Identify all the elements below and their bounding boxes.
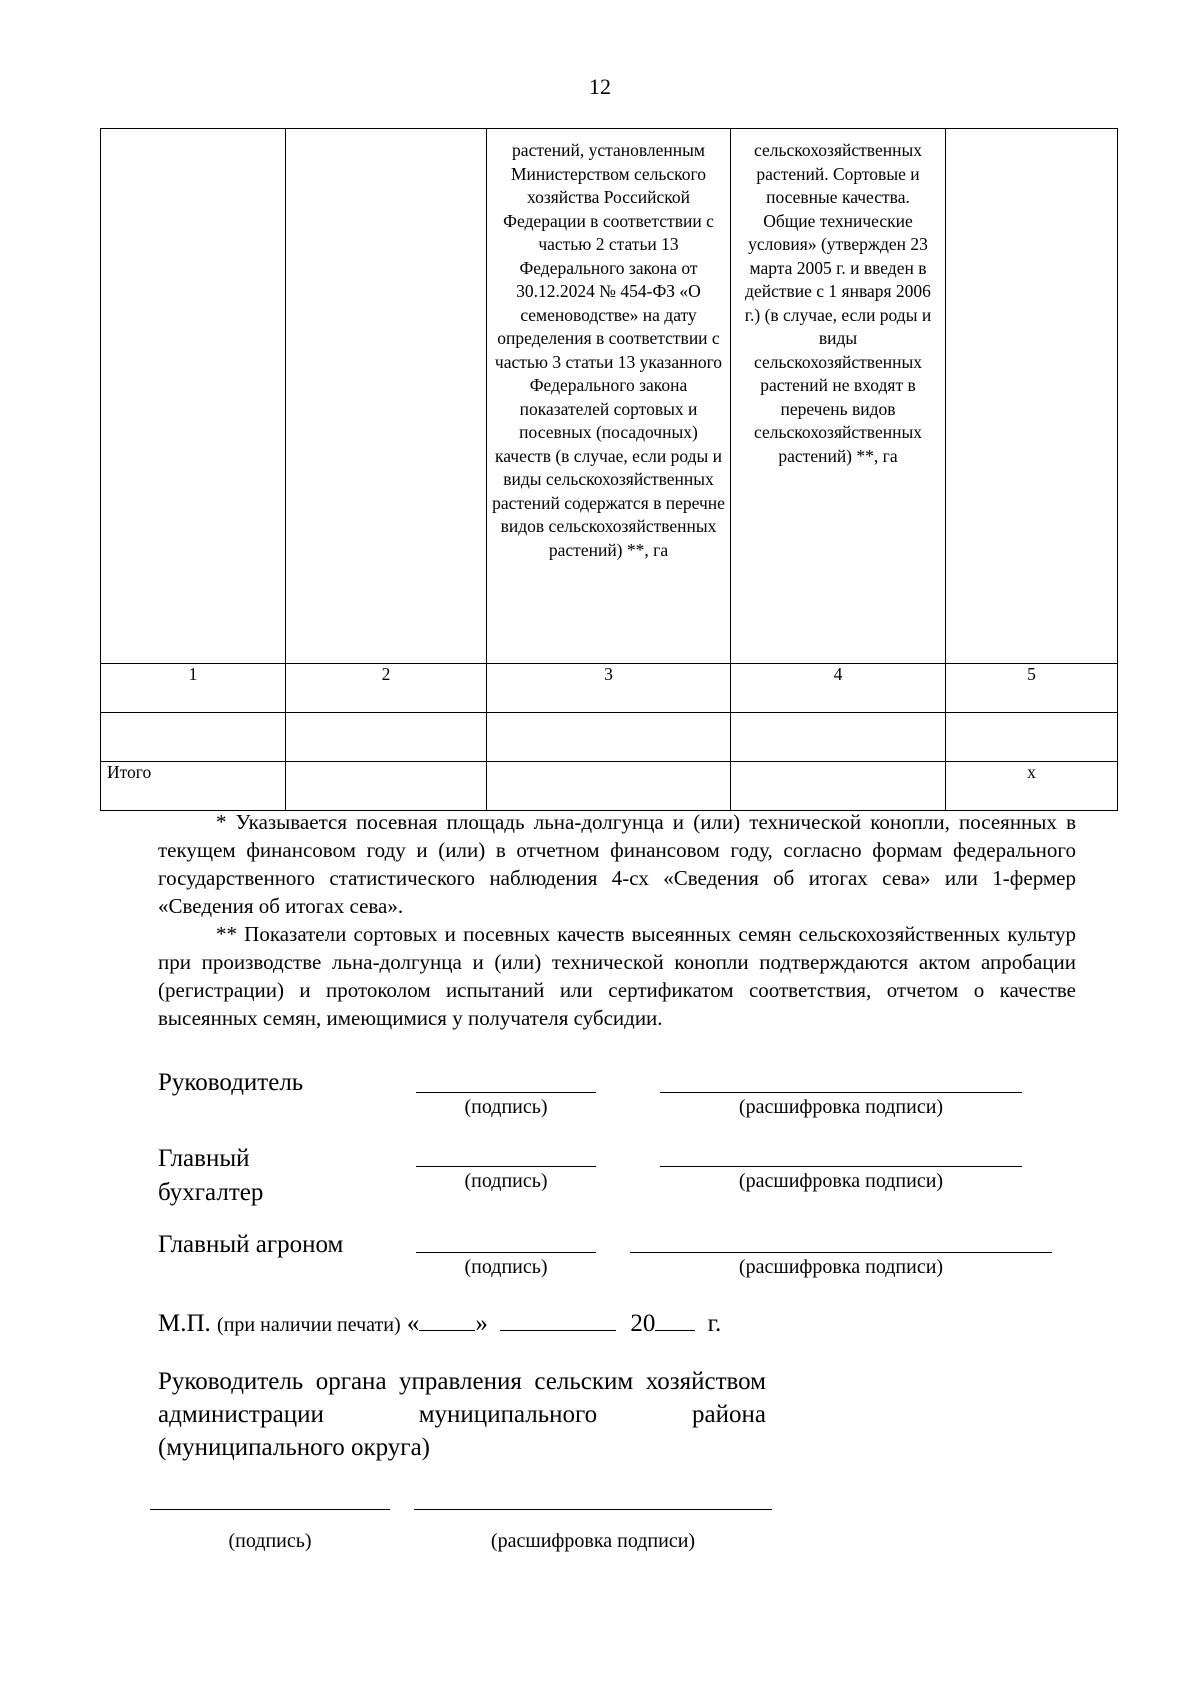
- col-number-5: 5: [946, 664, 1118, 713]
- header-cell-2: [286, 129, 487, 664]
- header-cell-5: [946, 129, 1118, 664]
- col-number-4: 4: [731, 664, 946, 713]
- signature-caption: (подпись): [464, 1170, 548, 1192]
- table-cell: [286, 762, 487, 811]
- year-blank[interactable]: [655, 1312, 695, 1331]
- month-blank[interactable]: [500, 1312, 616, 1331]
- director-signature-line[interactable]: [416, 1092, 596, 1093]
- signature-caption: (подпись): [228, 1530, 312, 1552]
- decoding-caption: (расшифровка подписи): [738, 1170, 944, 1192]
- header-col4-text: сельскохозяйственных растений. Сортовые и посевные качества. Общие технические условия» (утвержден 23 марта 2005 г. и введен в действие с 1 января 2006 г.) (в случае, если роды и виды сельскохозяйственных растений не входят в перечень видов сельскохозяйственных растений) **, га: [744, 140, 932, 466]
- table-header-row: [101, 129, 1118, 664]
- chief-accountant-label-line2: бухгалтер: [158, 1179, 264, 1206]
- footnote-2: ** Показатели сортовых и посевных качеств высеянных семян сельскохозяйственных культур при производстве льна-долгунца и (или) технической конопли подтверждаются актом апробации (регистрации) и протоколом испытаний или сертификатом соответствия, отчетом о качестве высеянных семян, имеющимися у получателя субсидии.: [158, 922, 1076, 1030]
- total-col5-mark: х: [946, 762, 1118, 811]
- col-number-2: 2: [286, 664, 487, 713]
- chief-agronomist-decoding-line[interactable]: [630, 1252, 1052, 1253]
- table-row: [101, 713, 1118, 762]
- stamp-note: (при наличии печати): [217, 1314, 401, 1336]
- footnote-2-block: [158, 920, 1076, 1032]
- chief-accountant-label-line1: Главный: [158, 1145, 250, 1172]
- footnote-1: * Указывается посевная площадь льна-долгунца и (или) технической конопли, посеянных в текущем финансовом году и (или) в отчетном финансовом году, согласно формам федерального государственного статистического наблюдения 4-сх «Сведения об итогах сева» или 1-фермер «Сведения об итогах сева».: [158, 810, 1076, 918]
- table-cell: [731, 762, 946, 811]
- signature-caption: (подпись): [464, 1096, 548, 1118]
- column-number-row: [101, 664, 1118, 713]
- quote-open: «: [406, 1310, 420, 1337]
- year-suffix: г.: [707, 1310, 722, 1337]
- header-cell-1: [101, 129, 286, 664]
- head-of-agency-label: Руководитель органа управления сельским хозяйством администрации муниципального района (муниципального округа): [158, 1368, 766, 1461]
- stamp-date-line: [158, 1310, 721, 1338]
- head-of-agency-block: [158, 1365, 766, 1464]
- decoding-caption: (расшифровка подписи): [738, 1096, 944, 1118]
- table-cell: [946, 713, 1118, 762]
- table-cell: [487, 713, 731, 762]
- stamp-mark: М.П.: [158, 1310, 211, 1337]
- header-cell-4: [731, 129, 946, 664]
- col-number-1: 1: [101, 664, 286, 713]
- page-number: 12: [589, 74, 611, 99]
- decoding-caption: (расшифровка подписи): [738, 1256, 944, 1278]
- day-blank[interactable]: [419, 1312, 475, 1331]
- chief-accountant-label: [158, 1142, 263, 1210]
- header-col3-text: растений, установленным Министерством сельского хозяйства Российской Федерации в соответствии с частью 2 статьи 13 Федерального закона от 30.12.2024 № 454-ФЗ «О семеноводстве» на дату определения в соответствии с частью 3 статьи 13 указанного Федерального закона показателей сортовых и посевных (посадочных) качеств (в случае, если роды и виды сельскохозяйственных растений содержатся в перечне видов сельскохозяйственных растений) **, га: [492, 140, 725, 560]
- table-cell: [487, 762, 731, 811]
- table-cell: [286, 713, 487, 762]
- chief-accountant-decoding-line[interactable]: [660, 1166, 1022, 1167]
- footnote-1-block: [158, 808, 1076, 920]
- director-decoding-line[interactable]: [660, 1092, 1022, 1093]
- quote-close: »: [475, 1310, 488, 1337]
- year-prefix: 20: [630, 1310, 656, 1337]
- chief-accountant-signature-line[interactable]: [416, 1166, 596, 1167]
- decoding-caption: (расшифровка подписи): [490, 1530, 696, 1552]
- header-cell-3: [487, 129, 731, 664]
- chief-agronomist-label: Главный агроном: [158, 1231, 344, 1258]
- agency-signature-line[interactable]: [150, 1509, 390, 1510]
- sowing-area-table: [100, 128, 1118, 811]
- director-label: Руководитель: [158, 1069, 304, 1096]
- table-cell: [101, 713, 286, 762]
- table-cell: [731, 713, 946, 762]
- signature-caption: (подпись): [464, 1256, 548, 1278]
- total-label: Итого: [101, 762, 286, 811]
- agency-decoding-line[interactable]: [414, 1509, 772, 1510]
- col-number-3: 3: [487, 664, 731, 713]
- chief-agronomist-signature-line[interactable]: [416, 1252, 596, 1253]
- total-row: [101, 762, 1118, 811]
